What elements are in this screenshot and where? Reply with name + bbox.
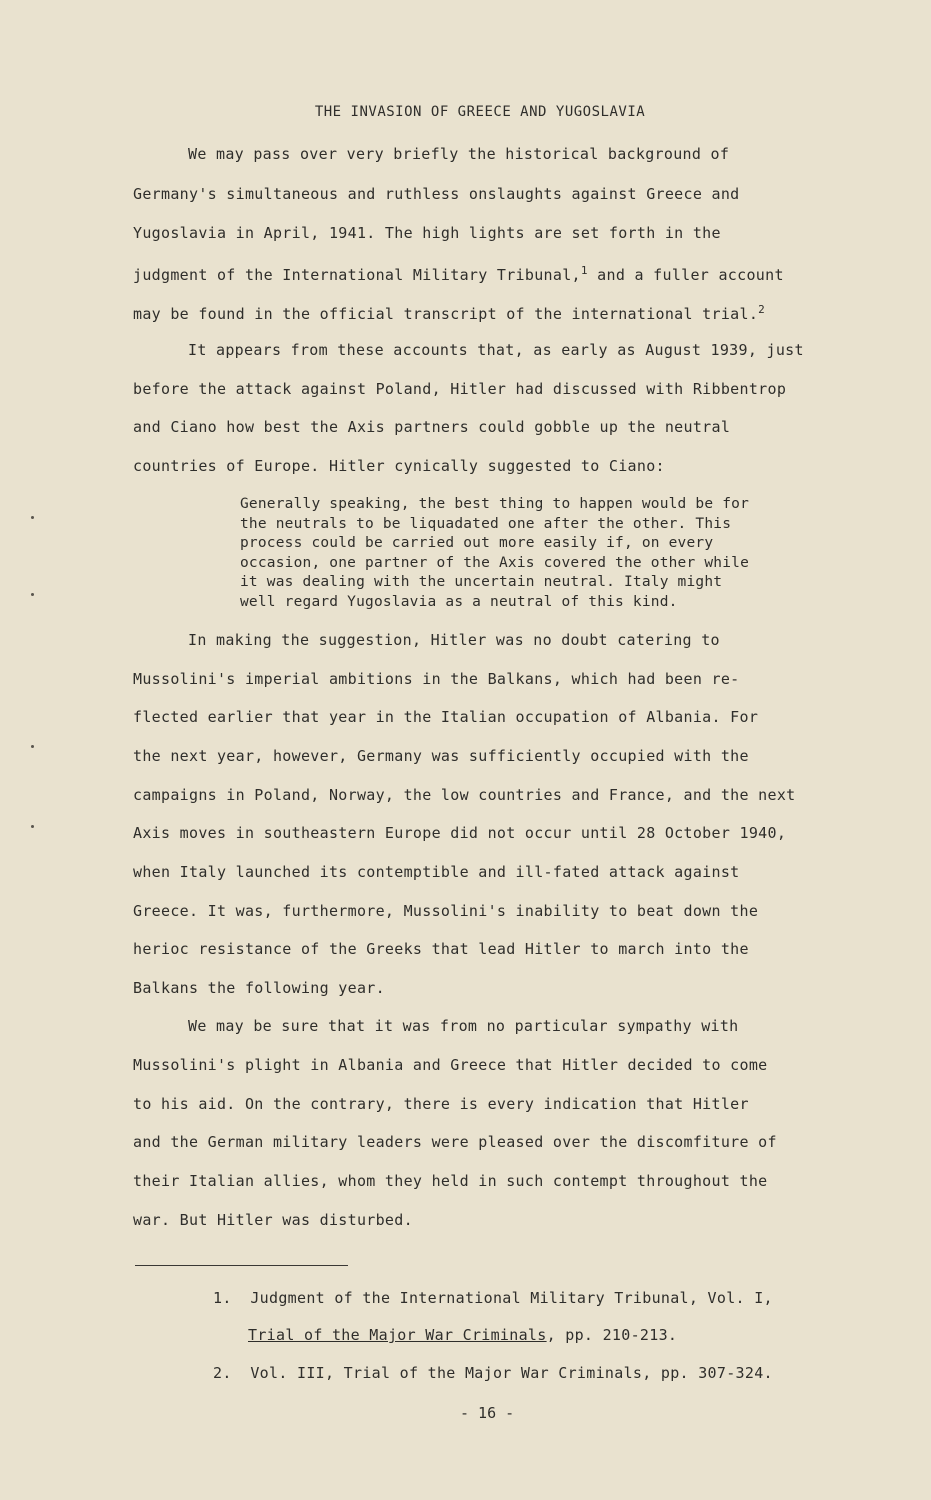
paragraph-line: Axis moves in southeastern Europe did not occur until 28 October 1940, bbox=[133, 824, 787, 842]
paragraph-line bbox=[133, 264, 784, 284]
paragraph-line-text: and a fuller account bbox=[597, 266, 784, 284]
paragraph-line: It appears from these accounts that, as early as August 1939, just bbox=[188, 341, 804, 359]
footnote-2 bbox=[213, 1364, 773, 1382]
paragraph-line: Balkans the following year. bbox=[133, 979, 385, 997]
paragraph-line bbox=[133, 303, 765, 323]
margin-speck bbox=[31, 745, 34, 748]
footnote-text: Vol. III, Trial of the Major War Criminals, pp. 307-324. bbox=[250, 1364, 773, 1382]
footnote-number: 2. bbox=[213, 1364, 232, 1382]
paragraph-line: Germany's simultaneous and ruthless onslaughts against Greece and bbox=[133, 185, 740, 203]
block-quote-line: Generally speaking, the best thing to happen would be for bbox=[240, 496, 749, 512]
paragraph-line: war. But Hitler was disturbed. bbox=[133, 1211, 413, 1229]
margin-speck bbox=[31, 593, 34, 596]
page-number: - 16 - bbox=[460, 1404, 515, 1422]
document-title: THE INVASION OF GREECE AND YUGOSLAVIA bbox=[314, 104, 646, 120]
block-quote-line: process could be carried out more easily if, on every bbox=[240, 535, 714, 551]
footnote-text: Judgment of the International Military Tribunal, Vol. I, bbox=[250, 1289, 773, 1307]
block-quote-line: well regard Yugoslavia as a neutral of this kind. bbox=[240, 594, 678, 610]
paragraph-line: In making the suggestion, Hitler was no doubt catering to bbox=[188, 631, 720, 649]
paragraph-line: Mussolini's imperial ambitions in the Balkans, which had been re- bbox=[133, 670, 740, 688]
footnote-pages: , pp. 210-213. bbox=[546, 1326, 678, 1344]
paragraph-line: to his aid. On the contrary, there is every indication that Hitler bbox=[133, 1095, 749, 1113]
paragraph-line: their Italian allies, whom they held in such contempt throughout the bbox=[133, 1172, 768, 1190]
block-quote-line: it was dealing with the uncertain neutral. Italy might bbox=[240, 574, 723, 590]
paragraph-line: herioc resistance of the Greeks that lead Hitler to march into the bbox=[133, 940, 749, 958]
paragraph-line: the next year, however, Germany was sufficiently occupied with the bbox=[133, 747, 749, 765]
footnote-title: Trial of the Major War Criminals bbox=[248, 1326, 547, 1344]
paragraph-line: before the attack against Poland, Hitler had discussed with Ribbentrop bbox=[133, 380, 787, 398]
paragraph-line: We may be sure that it was from no particular sympathy with bbox=[188, 1017, 739, 1035]
footnote-1 bbox=[213, 1289, 773, 1307]
margin-speck bbox=[31, 516, 34, 519]
footnote-ref-2: 2 bbox=[758, 303, 766, 316]
footnote-1-continued bbox=[248, 1326, 677, 1344]
paragraph-line: and Ciano how best the Axis partners could gobble up the neutral bbox=[133, 418, 731, 436]
paragraph-line: Greece. It was, furthermore, Mussolini's inability to beat down the bbox=[133, 902, 759, 920]
paragraph-line-text: judgment of the International Military Tribunal, bbox=[133, 266, 581, 284]
paragraph-line: We may pass over very briefly the historical background of bbox=[188, 145, 730, 163]
footnote-ref-1: 1 bbox=[580, 264, 588, 277]
paragraph-line: when Italy launched its contemptible and ill-fated attack against bbox=[133, 863, 740, 881]
paragraph-line: flected earlier that year in the Italian occupation of Albania. For bbox=[133, 708, 759, 726]
paragraph-line: Mussolini's plight in Albania and Greece that Hitler decided to come bbox=[133, 1056, 768, 1074]
paragraph-line: Yugoslavia in April, 1941. The high lights are set forth in the bbox=[133, 224, 721, 242]
paragraph-line: countries of Europe. Hitler cynically suggested to Ciano: bbox=[133, 457, 665, 475]
paragraph-line: campaigns in Poland, Norway, the low countries and France, and the next bbox=[133, 786, 796, 804]
footnote-number: 1. bbox=[213, 1289, 232, 1307]
paragraph-line: and the German military leaders were pleased over the discomfiture of bbox=[133, 1133, 777, 1151]
paragraph-line-text: may be found in the official transcript of the international trial. bbox=[133, 305, 759, 323]
footnote-divider bbox=[135, 1265, 348, 1266]
margin-speck bbox=[31, 825, 34, 828]
block-quote-line: the neutrals to be liquadated one after the other. This bbox=[240, 516, 732, 532]
block-quote-line: occasion, one partner of the Axis covered the other while bbox=[240, 555, 749, 571]
